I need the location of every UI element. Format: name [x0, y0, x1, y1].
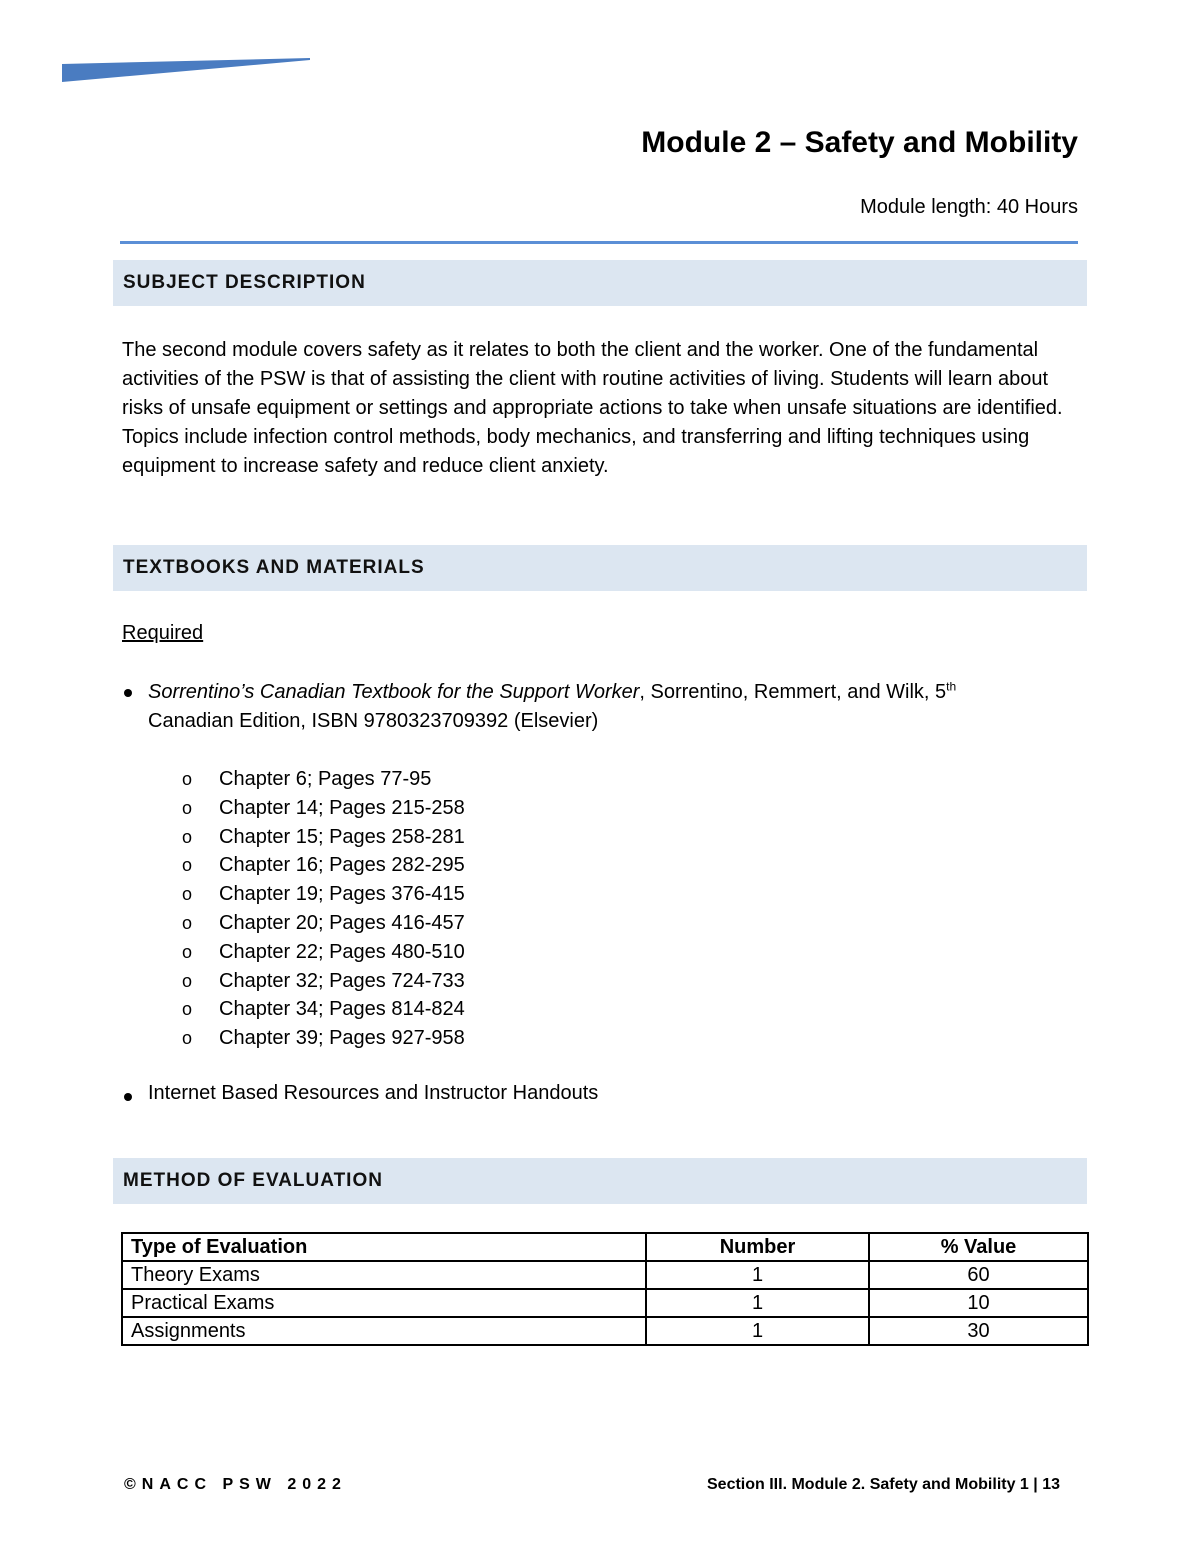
- bullet-icon: [124, 689, 132, 697]
- required-label: Required: [122, 622, 204, 644]
- footer-page-info: Section III. Module 2. Safety and Mobility 1 | 13: [707, 1476, 1060, 1493]
- header-divider: [120, 241, 1078, 244]
- list-item: o Chapter 20; Pages 416-457: [182, 909, 465, 938]
- column-header: Number: [646, 1233, 869, 1261]
- list-item: o Chapter 15; Pages 258-281: [182, 823, 465, 852]
- circle-bullet-icon: o: [182, 826, 193, 847]
- circle-bullet-icon: o: [182, 970, 193, 991]
- section-header-textbooks: TEXTBOOKS AND MATERIALS: [113, 545, 1087, 591]
- table-header-row: [122, 1233, 1088, 1261]
- circle-bullet-icon: o: [182, 999, 193, 1020]
- column-header: % Value: [869, 1233, 1088, 1261]
- section-header-subject: SUBJECT DESCRIPTION: [113, 260, 1087, 306]
- edition-superscript: th: [946, 679, 957, 694]
- table-row: [122, 1261, 1088, 1289]
- section-header-evaluation: METHOD OF EVALUATION: [113, 1158, 1087, 1204]
- list-item: o Chapter 39; Pages 927-958: [182, 1024, 465, 1053]
- logo-stripe: [62, 58, 310, 82]
- circle-bullet-icon: o: [182, 941, 193, 962]
- table-row: [122, 1289, 1088, 1317]
- module-length: Module length: 40 Hours: [860, 196, 1078, 218]
- textbook-authors: , Sorrentino, Remmert, and Wilk, 5: [639, 681, 947, 703]
- list-item: o Chapter 32; Pages 724-733: [182, 967, 465, 996]
- textbook-entry: [148, 678, 1068, 736]
- list-item: o Chapter 22; Pages 480-510: [182, 938, 465, 967]
- table-cell: 1: [646, 1289, 869, 1317]
- circle-bullet-icon: o: [182, 797, 193, 818]
- circle-bullet-icon: o: [182, 884, 193, 905]
- table-cell: Assignments: [122, 1317, 646, 1345]
- table-cell: 10: [869, 1289, 1088, 1317]
- table-cell: 60: [869, 1261, 1088, 1289]
- circle-bullet-icon: o: [182, 769, 193, 789]
- circle-bullet-icon: o: [182, 1028, 193, 1049]
- textbook-line-1: [148, 678, 1068, 707]
- page-title: Module 2 – Safety and Mobility: [641, 126, 1078, 159]
- other-resources: Internet Based Resources and Instructor Handouts: [148, 1082, 599, 1104]
- table-cell: 30: [869, 1317, 1088, 1345]
- column-header: Type of Evaluation: [122, 1233, 646, 1261]
- table-cell: Theory Exams: [122, 1261, 646, 1289]
- list-item: o Chapter 19; Pages 376-415: [182, 880, 465, 909]
- subject-description: The second module covers safety as it relates to both the client and the worker. One of the fundamental activities of the PSW is that of assisting the client with routine activities of living. Students will learn about risks of unsafe equipment or settings and appropriate actions to take when unsafe situations are identified. Topics include infection control methods, body mechanics, and transferring and lifting techniques using equipment to increase safety and reduce client anxiety.: [122, 339, 1063, 477]
- list-item: o Chapter 34; Pages 814-824: [182, 995, 465, 1024]
- list-item: o Chapter 16; Pages 282-295: [182, 851, 465, 880]
- table-row: [122, 1317, 1088, 1345]
- chapter-list: [182, 765, 465, 1053]
- textbook-title: Sorrentino’s Canadian Textbook for the Support Worker: [148, 681, 640, 703]
- circle-bullet-icon: o: [182, 855, 193, 876]
- circle-bullet-icon: o: [182, 912, 193, 933]
- table-cell: 1: [646, 1317, 869, 1345]
- textbook-edition: Canadian Edition, ISBN 9780323709392 (Elsevier): [148, 710, 599, 732]
- bullet-icon: [124, 1093, 132, 1101]
- footer-copyright: ©NACC PSW 2022: [124, 1476, 347, 1493]
- table-cell: Practical Exams: [122, 1289, 646, 1317]
- list-item: o Chapter 6; Pages 77-95: [182, 765, 465, 794]
- evaluation-table: [121, 1232, 1089, 1346]
- table-cell: 1: [646, 1261, 869, 1289]
- list-item: o Chapter 14; Pages 215-258: [182, 794, 465, 823]
